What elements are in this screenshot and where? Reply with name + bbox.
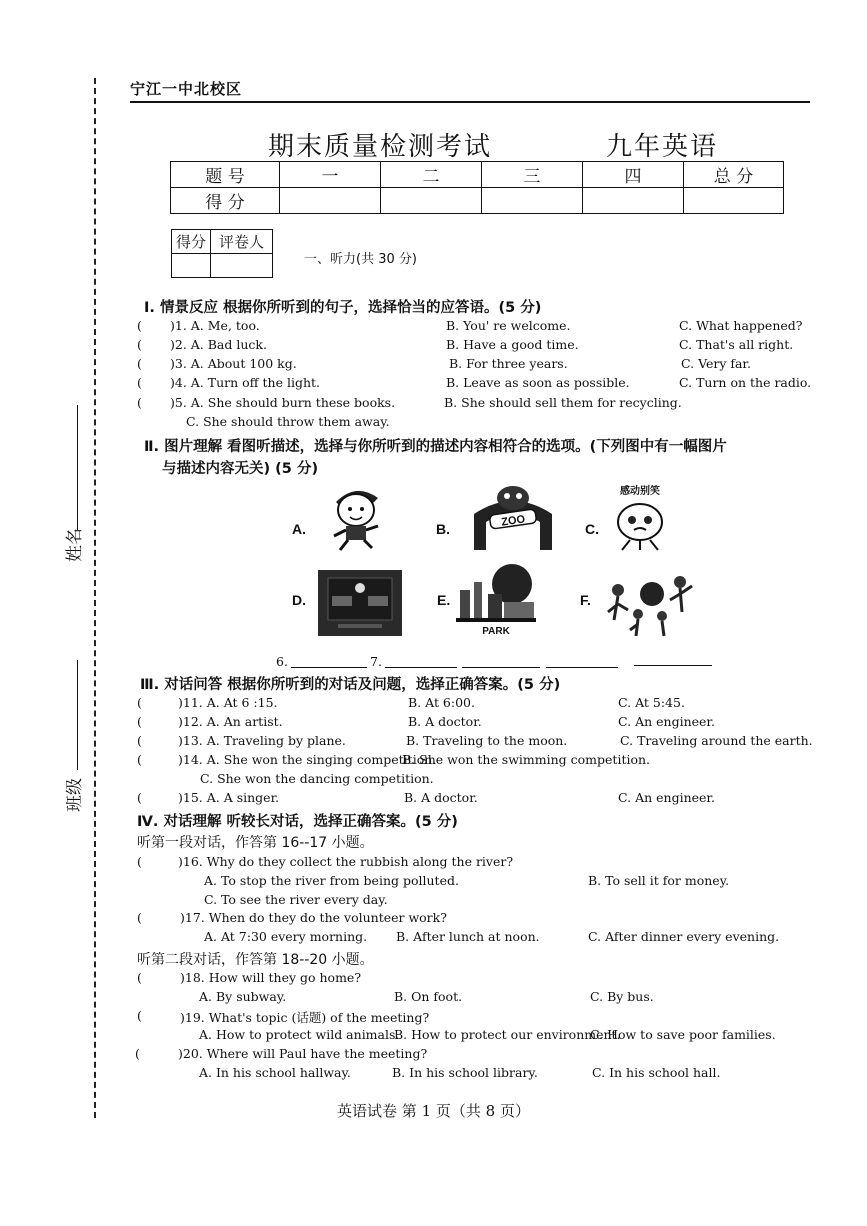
- option-a: A. To stop the river from being polluted.: [204, 873, 459, 888]
- option-b: B. For three years.: [449, 356, 568, 371]
- section-1-title: Ⅰ. 情景反应 根据你所听到的句子，选择恰当的应答语。(5 分): [144, 300, 542, 316]
- name-field[interactable]: [77, 405, 78, 530]
- score-header-cell: 三: [482, 162, 583, 188]
- blank-10[interactable]: [634, 665, 712, 666]
- zoo-sign-text: ZOO: [500, 513, 526, 529]
- people-picture: [600, 564, 700, 638]
- option-c: C. An engineer.: [618, 790, 715, 805]
- grader-score-label: 得分: [172, 230, 211, 254]
- blank-8[interactable]: [462, 667, 540, 668]
- blank-6[interactable]: [291, 667, 367, 668]
- blank-7[interactable]: [385, 667, 457, 668]
- answer-paren[interactable]: (: [137, 695, 142, 710]
- answer-paren[interactable]: (: [137, 356, 142, 371]
- answer-paren[interactable]: (: [137, 910, 142, 925]
- picture-label-b: B.: [436, 521, 450, 537]
- option-a: A. At 7:30 every morning.: [204, 929, 368, 944]
- question-17: )17. When do they do the volunteer work?: [180, 910, 447, 925]
- option-b: B. Traveling to the moon.: [406, 733, 568, 748]
- question-18: )18. How will they go home?: [180, 970, 362, 985]
- score-header-cell: 一: [280, 162, 381, 188]
- answer-paren[interactable]: (: [137, 375, 142, 390]
- dialogue-2-heading: 听第二段对话，作答第 18--20 小题。: [137, 952, 374, 968]
- zoo-gate-picture: [466, 484, 560, 552]
- option-b: B. At 6:00.: [408, 695, 475, 710]
- option-c: C. What happened?: [679, 318, 803, 333]
- option-b: B. A doctor.: [404, 790, 478, 805]
- section-3-title: Ⅲ. 对话问答 根据你所听到的对话及问题，选择正确答案。(5 分): [140, 677, 561, 693]
- class-field[interactable]: [77, 660, 78, 770]
- header-rule: [130, 101, 810, 103]
- park-picture: [454, 560, 538, 638]
- option-b: B. Have a good time.: [446, 337, 579, 352]
- score-input-cell[interactable]: [482, 188, 583, 214]
- part-one-heading: 一、听力(共 30 分): [304, 252, 417, 267]
- option-c: C. In his school hall.: [592, 1065, 721, 1080]
- question-16: )16. Why do they collect the rubbish along the river?: [178, 854, 514, 869]
- score-row-label: 得 分: [171, 188, 280, 214]
- answer-paren[interactable]: (: [137, 714, 142, 729]
- question-11: )11. A. At 6 :15.: [178, 695, 278, 710]
- option-b: B. After lunch at noon.: [396, 929, 540, 944]
- picture-label-c: C.: [585, 521, 599, 537]
- grader-name-label: 评卷人: [211, 230, 273, 254]
- grader-box: [171, 229, 273, 278]
- option-b: B. You' re welcome.: [446, 318, 571, 333]
- option-c: C. Turn on the radio.: [679, 375, 812, 390]
- option-a: A. By subway.: [199, 989, 287, 1004]
- question-20: )20. Where will Paul have the meeting?: [178, 1046, 428, 1061]
- answer-paren[interactable]: (: [137, 318, 142, 333]
- boy-picture: [326, 480, 386, 552]
- question-1: )1. A. Me, too.: [170, 318, 260, 333]
- tv-picture: [318, 570, 402, 636]
- score-header-cell: 总 分: [684, 162, 784, 188]
- blank-6-label: 6.: [276, 654, 288, 669]
- section-4-title: Ⅳ. 对话理解 听较长对话，选择正确答案。(5 分): [137, 814, 458, 830]
- answer-paren[interactable]: (: [137, 1008, 142, 1023]
- score-input-cell[interactable]: [583, 188, 684, 214]
- option-b: B. A doctor.: [408, 714, 482, 729]
- answer-paren[interactable]: (: [137, 337, 142, 352]
- answer-paren[interactable]: (: [137, 854, 142, 869]
- question-19: )19. What's topic (话题) of the meeting?: [180, 1010, 430, 1025]
- class-label: 班级: [65, 778, 85, 812]
- question-14: )14. A. She won the singing competition.: [178, 752, 437, 767]
- section-2-title-cont: 与描述内容无关) (5 分): [162, 461, 319, 477]
- option-c: C. She should throw them away.: [186, 414, 390, 429]
- option-c: C. How to save poor families.: [590, 1027, 776, 1042]
- blank-7-label: 7.: [370, 654, 382, 669]
- option-c: C. By bus.: [590, 989, 654, 1004]
- option-c: C. At 5:45.: [618, 695, 685, 710]
- answer-paren[interactable]: (: [135, 1046, 140, 1061]
- answer-paren[interactable]: (: [137, 970, 142, 985]
- dialogue-1-heading: 听第一段对话，作答第 16--17 小题。: [137, 835, 374, 851]
- question-12: )12. A. An artist.: [178, 714, 283, 729]
- option-c: C. Traveling around the earth.: [620, 733, 813, 748]
- emoji-picture: [604, 482, 676, 552]
- option-c: C. To see the river every day.: [204, 892, 388, 907]
- question-5: )5. A. She should burn these books.: [170, 395, 396, 410]
- exam-title: 期末质量检测考试: [268, 132, 493, 162]
- question-3: )3. A. About 100 kg.: [170, 356, 297, 371]
- option-b: B. How to protect our environment.: [394, 1027, 621, 1042]
- option-b: B. She won the swimming competition.: [402, 752, 651, 767]
- answer-paren[interactable]: (: [137, 733, 142, 748]
- picture-label-d: D.: [292, 592, 306, 608]
- emoji-caption: 感动别笑: [620, 486, 660, 497]
- option-a: A. In his school hallway.: [199, 1065, 351, 1080]
- score-header-cell: 二: [381, 162, 482, 188]
- score-input-cell[interactable]: [684, 188, 784, 214]
- option-b: B. She should sell them for recycling.: [444, 395, 682, 410]
- blank-9[interactable]: [546, 667, 618, 668]
- picture-label-e: E.: [437, 592, 451, 608]
- score-header-cell: 题 号: [171, 162, 280, 188]
- park-sign-text: PARK: [482, 626, 510, 637]
- page-footer: 英语试卷 第 1 页（共 8 页）: [337, 1102, 530, 1120]
- question-13: )13. A. Traveling by plane.: [178, 733, 346, 748]
- question-4: )4. A. Turn off the light.: [170, 375, 321, 390]
- option-a: A. How to protect wild animals.: [199, 1027, 400, 1042]
- score-input-cell[interactable]: [381, 188, 482, 214]
- grader-name-cell[interactable]: [211, 254, 273, 278]
- picture-label-f: F.: [580, 592, 591, 608]
- score-header-cell: 四: [583, 162, 684, 188]
- option-c: C. She won the dancing competition.: [200, 771, 434, 786]
- school-name: 宁江一中北校区: [130, 80, 243, 98]
- question-15: )15. A. A singer.: [178, 790, 280, 805]
- option-b: B. On foot.: [394, 989, 463, 1004]
- answer-paren[interactable]: (: [137, 752, 142, 767]
- grader-score-cell[interactable]: [172, 254, 211, 278]
- score-table: [170, 161, 784, 214]
- option-c: C. An engineer.: [618, 714, 715, 729]
- answer-paren[interactable]: (: [137, 790, 142, 805]
- binding-line: [94, 78, 96, 1118]
- option-b: B. To sell it for money.: [588, 873, 730, 888]
- picture-label-a: A.: [292, 521, 306, 537]
- question-2: )2. A. Bad luck.: [170, 337, 267, 352]
- option-b: B. Leave as soon as possible.: [446, 375, 630, 390]
- name-label: 姓名: [65, 528, 85, 562]
- section-2-title: Ⅱ. 图片理解 看图听描述，选择与你所听到的描述内容相符合的选项。(下列图中有一幅图片: [144, 439, 727, 455]
- exam-subject: 九年英语: [606, 132, 719, 162]
- option-c: C. Very far.: [681, 356, 752, 371]
- answer-paren[interactable]: (: [137, 395, 142, 410]
- option-b: B. In his school library.: [392, 1065, 538, 1080]
- option-c: C. That's all right.: [679, 337, 794, 352]
- score-input-cell[interactable]: [280, 188, 381, 214]
- option-c: C. After dinner every evening.: [588, 929, 780, 944]
